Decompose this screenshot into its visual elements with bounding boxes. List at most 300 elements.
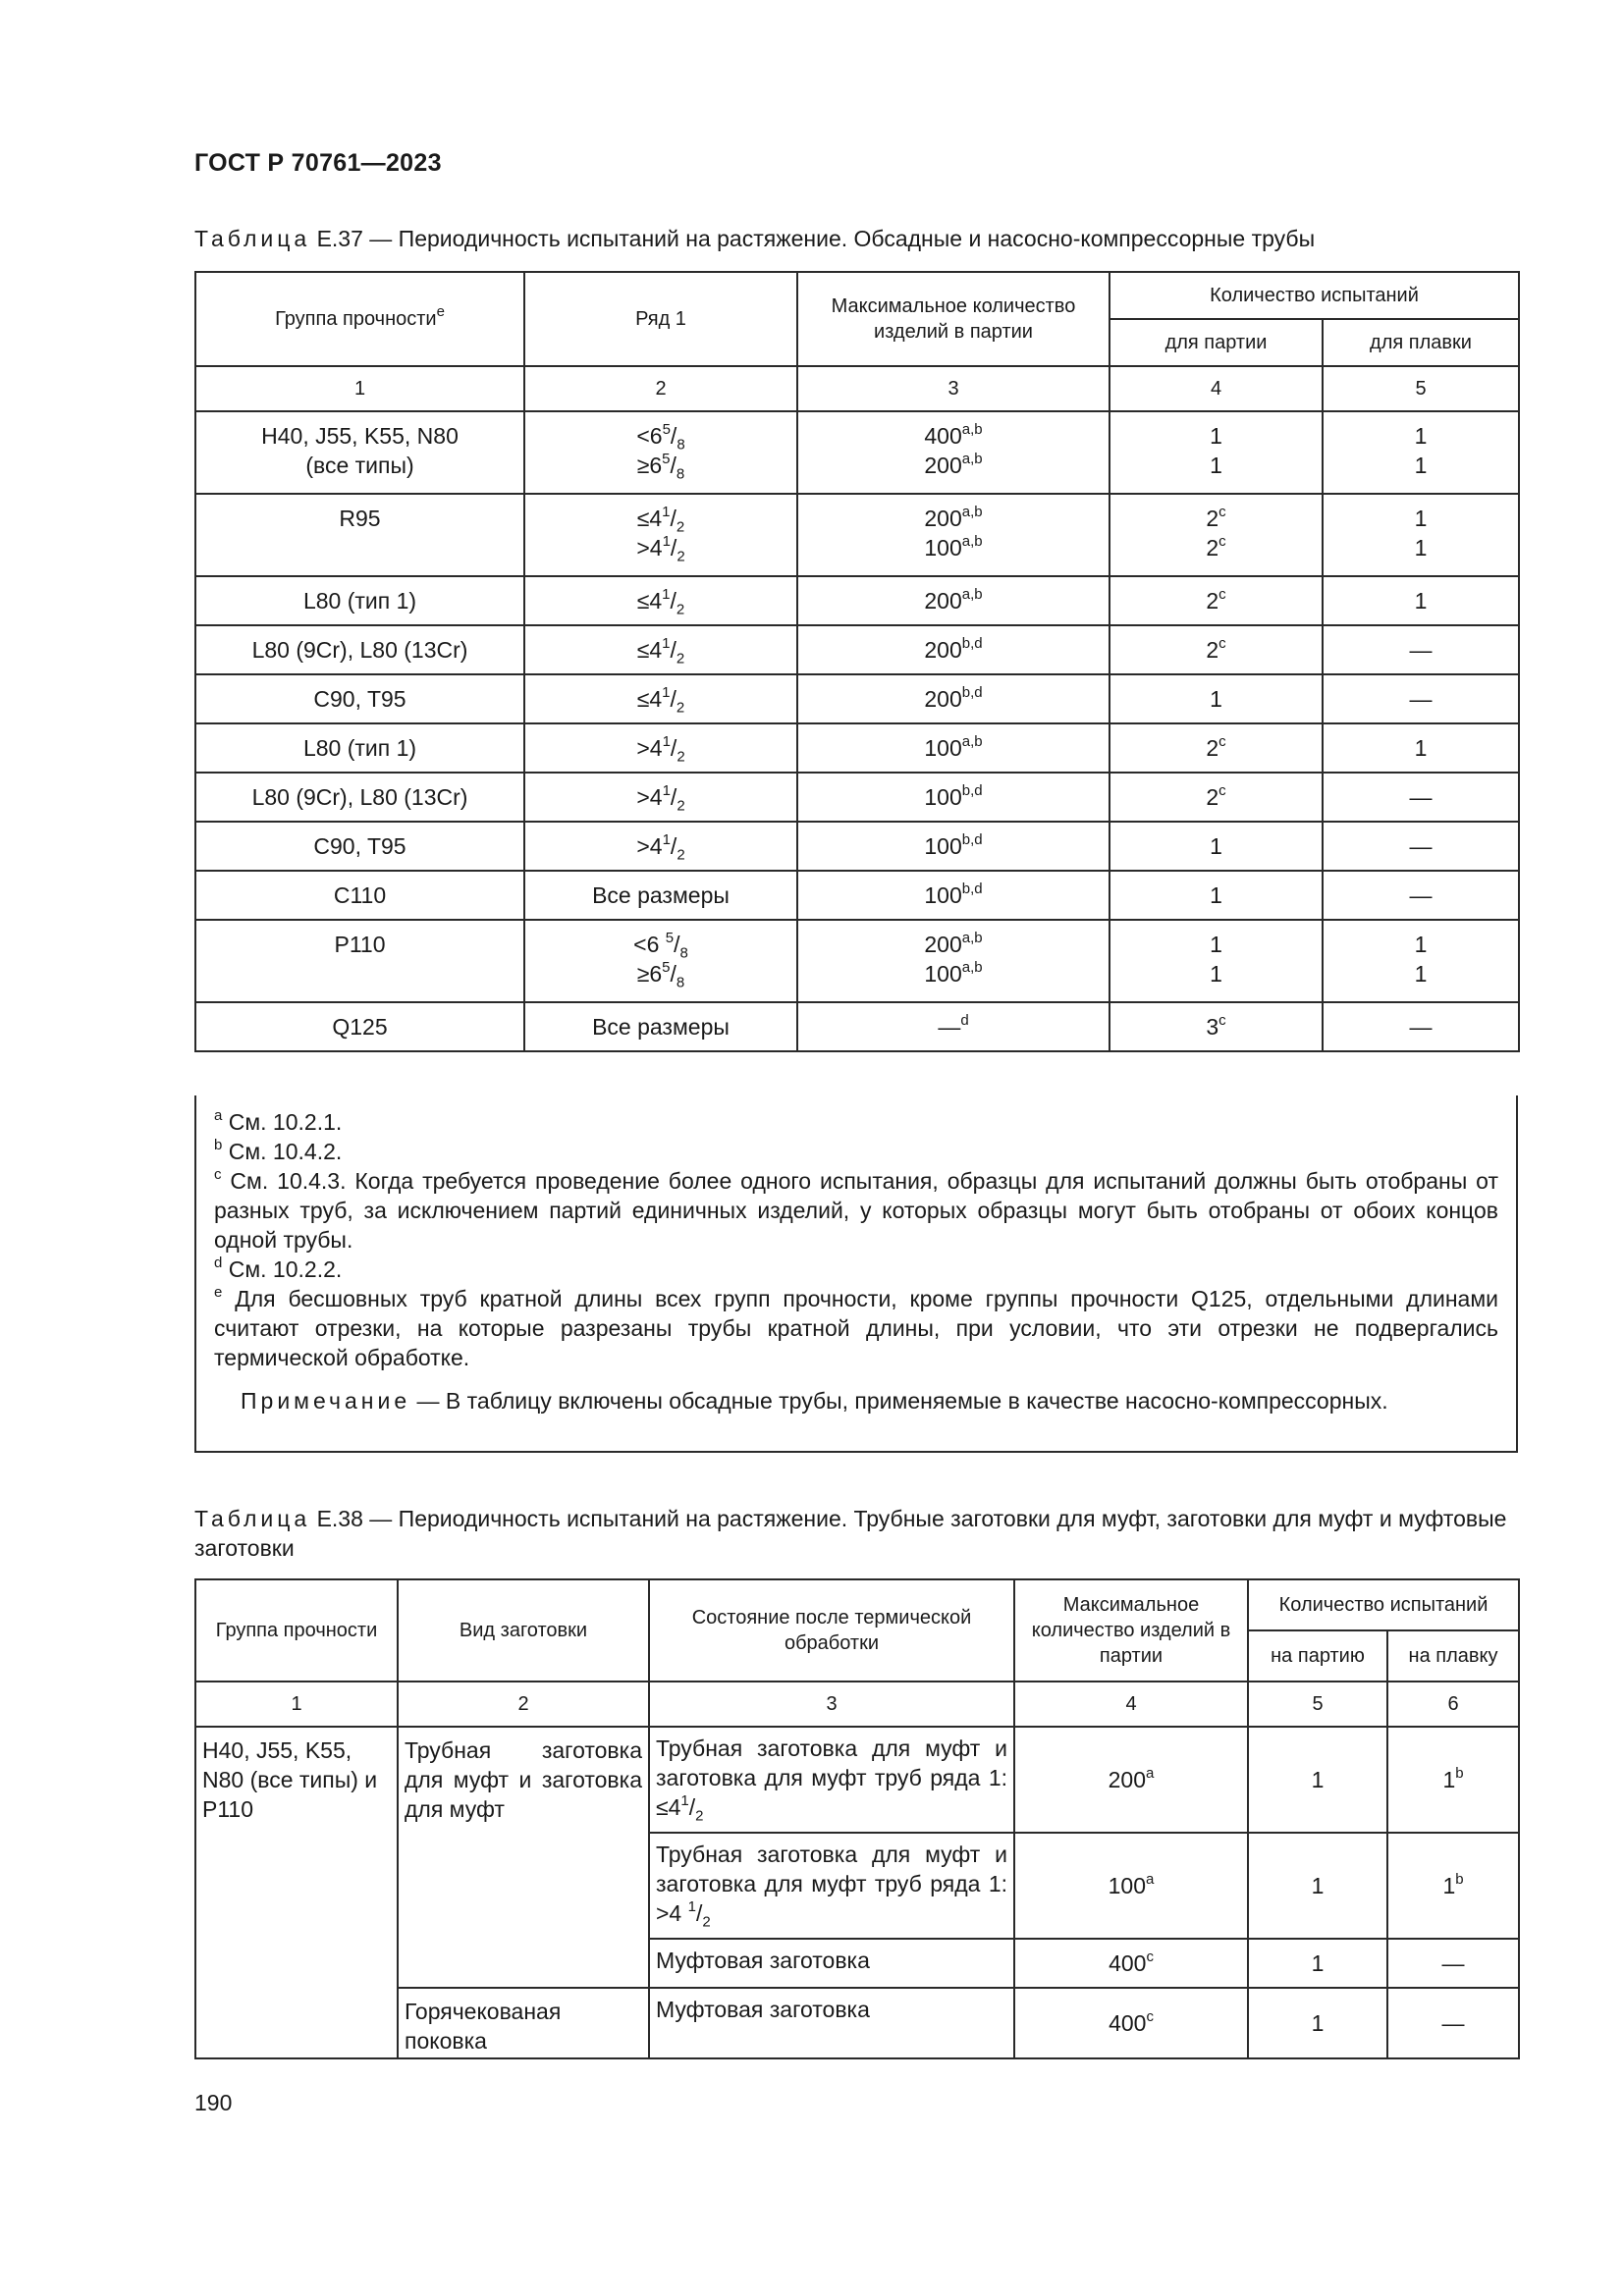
table-row — [195, 1002, 1519, 1051]
cell-line — [531, 881, 790, 910]
cell-group — [195, 723, 524, 773]
cell-text: C90, T95 — [313, 686, 406, 712]
caption-word: Таблица — [194, 1506, 311, 1531]
cell-max-qty — [797, 576, 1110, 625]
cell-per-heat — [1323, 822, 1519, 871]
footnote-ref: c — [1218, 586, 1226, 604]
fraction-denominator: 8 — [679, 944, 688, 962]
footnote-ref: b,d — [961, 831, 983, 849]
column-number: 4 — [1014, 1682, 1248, 1727]
cell-line — [1116, 1012, 1316, 1041]
cell-line — [202, 831, 517, 861]
fraction-slash: / — [670, 453, 677, 478]
footnote-mark: е — [214, 1284, 223, 1302]
header-group: Группа прочности$^е$ — [195, 272, 524, 366]
cell-group — [195, 822, 524, 871]
cell-per-batch — [1110, 625, 1323, 674]
cell-max-qty — [797, 494, 1110, 576]
page-number: 190 — [194, 2090, 233, 2115]
cell-line — [804, 930, 1103, 959]
footnote-mark: c — [214, 1166, 222, 1184]
fraction-slash: / — [670, 784, 677, 810]
cell-text: C110 — [333, 882, 387, 908]
footnote-mark: d — [214, 1255, 223, 1272]
footnote-ref: d — [960, 1012, 969, 1030]
cell-per-heat — [1323, 871, 1519, 920]
cell-per-heat — [1323, 625, 1519, 674]
state-text: Муфтовая заготовка — [656, 1948, 870, 1973]
header-max-qty: Максимальное количество изделий в партии — [797, 272, 1110, 366]
cell-line — [1116, 959, 1316, 988]
cell-max-qty — [797, 871, 1110, 920]
qty-value: 400 — [1109, 1950, 1147, 1976]
cell-line — [1116, 586, 1316, 615]
fraction-numerator: 1 — [662, 586, 671, 604]
cell-line — [531, 533, 790, 565]
cell-size — [524, 920, 797, 1002]
cell-text: <6 — [636, 423, 663, 449]
cell-text: L80 (9Cr), L80 (13Cr) — [251, 637, 468, 663]
cell-text: Все размеры — [592, 1014, 730, 1040]
cell-text: ≤4 — [636, 588, 663, 614]
footnote-ref: c — [1218, 782, 1226, 800]
table-38-caption — [194, 1504, 1516, 1563]
cell-line — [1329, 1012, 1512, 1041]
cell-line — [1329, 959, 1512, 988]
cell-per-heat — [1387, 1988, 1519, 2058]
cell-max-qty — [797, 723, 1110, 773]
cell-line — [531, 684, 790, 717]
fraction-denominator: 2 — [676, 601, 685, 618]
cell-per-heat — [1387, 1939, 1519, 1988]
cell-text: ≤4 — [636, 637, 663, 663]
fraction-numerator: 1 — [662, 831, 671, 849]
cell-size — [524, 822, 797, 871]
cell-per-heat — [1323, 1002, 1519, 1051]
fraction-denominator: 2 — [677, 548, 685, 565]
cell-max-qty — [1014, 1833, 1248, 1939]
fraction-numerator: 5 — [665, 930, 675, 947]
cell-size — [524, 625, 797, 674]
cell-per-batch: 1 — [1248, 1939, 1387, 1988]
caption-text: Е.38 — Периодичность испытаний на растяжение. Трубные заготовки для муфт, заготовки для муфт и муфтовые заготовки — [194, 1506, 1507, 1561]
cell-text: 2 — [1206, 588, 1219, 614]
footnote-ref: b,d — [961, 782, 983, 800]
cell-text: 2 — [1206, 506, 1219, 531]
fraction-numerator: 1 — [687, 1898, 696, 1916]
cell-max-qty — [1014, 1988, 1248, 2058]
table-38 — [194, 1578, 1520, 2059]
column-number: 2 — [524, 366, 797, 411]
cell-line — [804, 421, 1103, 451]
cell-max-qty — [1014, 1939, 1248, 1988]
cell-line — [531, 1012, 790, 1041]
cell-text: 2 — [1206, 535, 1219, 561]
footnote-ref: a,b — [961, 733, 983, 751]
fraction-slash: / — [670, 506, 677, 531]
cell-group — [195, 576, 524, 625]
cell-state — [649, 1727, 1014, 1833]
cell-text: R95 — [339, 506, 381, 531]
cell-text: 1 — [1210, 932, 1222, 957]
cell-text: (все типы) — [305, 453, 414, 478]
header-group: Группа прочности — [195, 1579, 398, 1682]
fraction-slash: / — [670, 686, 677, 712]
header-tests: Количество испытаний — [1248, 1579, 1519, 1630]
table-37-footnotes — [194, 1095, 1518, 1453]
cell-size — [524, 674, 797, 723]
cell-text: P110 — [334, 932, 386, 957]
cell-size — [524, 494, 797, 576]
cell-text: >4 — [636, 535, 663, 561]
cell-line — [1116, 533, 1316, 562]
cell-per-batch — [1110, 871, 1323, 920]
cell-text: ≤4 — [636, 686, 663, 712]
fraction-denominator: 2 — [676, 518, 685, 536]
cell-text: 100 — [924, 833, 962, 859]
cell-text: 200 — [924, 453, 962, 478]
header-per-heat: для плавки — [1323, 319, 1519, 366]
cell-text: >4 — [636, 784, 663, 810]
cell-text: 200 — [924, 637, 962, 663]
cell-per-heat — [1387, 1727, 1519, 1833]
cell-line — [1329, 635, 1512, 665]
header-per-batch: для партии — [1110, 319, 1323, 366]
qty-value: 400 — [1109, 2010, 1147, 2036]
table-note — [214, 1386, 1498, 1415]
cell-per-batch — [1110, 723, 1323, 773]
cell-per-batch — [1110, 494, 1323, 576]
cell-line — [202, 451, 517, 480]
footnote-mark: b — [214, 1137, 223, 1154]
footnote-mark: a — [214, 1107, 223, 1125]
cell-line — [1116, 684, 1316, 714]
footnote-ref: a,b — [961, 930, 983, 947]
cell-text: 2 — [1206, 637, 1219, 663]
footnote-ref: c — [1218, 733, 1226, 751]
table-row — [195, 920, 1519, 1002]
fraction-slash: / — [670, 423, 677, 449]
cell-line — [1329, 831, 1512, 861]
column-number: 3 — [649, 1682, 1014, 1727]
cell-text: L80 (тип 1) — [302, 588, 417, 614]
cell-line — [202, 684, 517, 714]
fraction-numerator: 1 — [662, 504, 671, 521]
cell-line — [804, 1012, 1103, 1041]
cell-per-batch — [1110, 773, 1323, 822]
cell-line — [1116, 451, 1316, 480]
table-row — [195, 773, 1519, 822]
cell-size — [524, 576, 797, 625]
cell-line — [1329, 782, 1512, 812]
cell-text: — — [1409, 686, 1433, 712]
cell-line — [804, 684, 1103, 714]
cell-line — [1329, 586, 1512, 615]
cell-per-heat — [1323, 411, 1519, 494]
cell-text: 100 — [924, 784, 962, 810]
table-row — [195, 625, 1519, 674]
cell-max-qty — [797, 625, 1110, 674]
cell-text: 1 — [1414, 588, 1428, 614]
cell-line — [1116, 733, 1316, 763]
cell-text: ≥6 — [636, 961, 663, 987]
cell-group — [195, 494, 524, 576]
cell-line — [1329, 421, 1512, 451]
cell-line — [531, 586, 790, 618]
caption-text: Е.37 — Периодичность испытаний на растяжение. Обсадные и насосно-компрессорные трубы — [310, 226, 1316, 251]
state-text: Трубная заготовка для муфт и заготовка для муфт труб ряда 1: >4 — [656, 1842, 1007, 1926]
cell-line — [804, 782, 1103, 812]
column-number: 6 — [1387, 1682, 1519, 1727]
cell-per-heat — [1387, 1833, 1519, 1939]
footnote-ref: c — [1218, 635, 1226, 653]
cell-text: 1 — [1210, 686, 1222, 712]
cell-text: 100 — [924, 735, 962, 761]
footnote-ref: a — [1146, 1871, 1155, 1889]
footnote-ref: b — [1455, 1765, 1464, 1783]
footnote-ref: a,b — [961, 586, 983, 604]
note-text: — В таблицу включены обсадные трубы, применяемые в качестве насосно-компрессорных. — [410, 1388, 1388, 1414]
cell-text: 2 — [1206, 735, 1219, 761]
cell-state — [649, 1988, 1014, 2058]
cell-group — [195, 773, 524, 822]
footnote-ref: a,b — [961, 451, 983, 468]
cell-max-qty — [1014, 1727, 1248, 1833]
cell-per-heat — [1323, 494, 1519, 576]
cell-line — [531, 421, 790, 454]
cell-group — [195, 674, 524, 723]
cell-line — [202, 1012, 517, 1041]
cell-line — [202, 930, 517, 959]
cell-line — [804, 504, 1103, 533]
fraction-slash: / — [670, 637, 677, 663]
cell-text: L80 (тип 1) — [302, 735, 417, 761]
cell-group — [195, 625, 524, 674]
qty-value: 200 — [1108, 1767, 1147, 1792]
fraction-denominator: 8 — [676, 465, 685, 483]
note-word: Примечание — [241, 1388, 411, 1414]
cell-text: 1 — [1414, 735, 1428, 761]
cell-line — [531, 451, 790, 483]
cell-text: <6 — [633, 932, 666, 957]
table-row — [195, 674, 1519, 723]
table-row — [195, 723, 1519, 773]
cell-text: ≤4 — [636, 506, 663, 531]
cell-text: 1 — [1210, 423, 1222, 449]
cell-text: — — [1409, 1014, 1433, 1040]
table-row — [195, 822, 1519, 871]
cell-text: — — [1409, 833, 1433, 859]
cell-text: — — [1409, 784, 1433, 810]
fraction-numerator: 1 — [680, 1792, 689, 1810]
footnote-ref: a,b — [961, 421, 983, 439]
fraction-slash: / — [688, 1794, 696, 1820]
cell-size — [524, 1002, 797, 1051]
cell-line — [1329, 733, 1512, 763]
heat-value: — — [1441, 1950, 1465, 1976]
cell-line — [804, 586, 1103, 615]
cell-line — [531, 504, 790, 536]
cell-line — [1116, 782, 1316, 812]
column-number: 5 — [1323, 366, 1519, 411]
cell-per-batch: 1 — [1248, 1833, 1387, 1939]
cell-per-batch — [1110, 576, 1323, 625]
fraction-denominator: 2 — [676, 699, 685, 717]
cell-max-qty — [797, 773, 1110, 822]
cell-line — [804, 451, 1103, 480]
cell-text: 200 — [924, 588, 962, 614]
cell-text: Все размеры — [592, 882, 730, 908]
header-per-batch: на партию — [1248, 1630, 1387, 1682]
fraction-numerator: 5 — [662, 421, 671, 439]
cell-text: 1 — [1210, 833, 1222, 859]
cell-line — [1329, 533, 1512, 562]
header-state: Состояние после термической обработки — [649, 1579, 1014, 1682]
fraction-denominator: 2 — [677, 797, 685, 815]
footnote-ref: c — [1218, 533, 1226, 551]
cell-text: — — [938, 1014, 961, 1040]
cell-text: — — [1409, 882, 1433, 908]
cell-text: ≥6 — [636, 453, 663, 478]
cell-text: 2 — [1206, 784, 1219, 810]
cell-text: >4 — [636, 735, 663, 761]
state-text: Трубная заготовка для муфт и заготовка для муфт труб ряда 1: ≤4 — [656, 1735, 1007, 1820]
cell-line — [1116, 504, 1316, 533]
cell-per-heat — [1323, 674, 1519, 723]
cell-size — [524, 871, 797, 920]
footnote-ref: c — [1218, 504, 1226, 521]
cell-line — [531, 831, 790, 864]
fraction-numerator: 1 — [662, 782, 671, 800]
column-number: 5 — [1248, 1682, 1387, 1727]
cell-text: 100 — [924, 961, 962, 987]
cell-line — [202, 421, 517, 451]
cell-line — [804, 881, 1103, 910]
cell-kind: Трубная заготовка для муфт и заготовка для муфт — [398, 1727, 649, 1988]
fraction-slash: / — [670, 535, 677, 561]
cell-line — [531, 930, 790, 962]
header-per-heat: на плавку — [1387, 1630, 1519, 1682]
cell-line — [1329, 684, 1512, 714]
caption-word: Таблица — [194, 226, 311, 251]
cell-text: — — [1409, 637, 1433, 663]
footnote — [214, 1255, 1498, 1284]
cell-per-batch — [1110, 674, 1323, 723]
standard-designation: ГОСТ Р 70761—2023 — [194, 149, 442, 177]
cell-text: 1 — [1414, 961, 1428, 987]
cell-line — [1329, 451, 1512, 480]
cell-text: 200 — [924, 686, 962, 712]
column-number: 1 — [195, 366, 524, 411]
footnote-ref: c — [1146, 2008, 1154, 2026]
footnote — [214, 1107, 1498, 1137]
cell-per-heat — [1323, 576, 1519, 625]
cell-line — [202, 504, 517, 533]
cell-text: 1 — [1210, 453, 1222, 478]
cell-line — [202, 635, 517, 665]
cell-line — [1329, 881, 1512, 910]
table-row — [195, 494, 1519, 576]
cell-text: C90, T95 — [313, 833, 406, 859]
fraction-denominator: 2 — [676, 650, 685, 667]
footnote — [214, 1166, 1498, 1255]
fraction-denominator: 8 — [676, 974, 685, 991]
cell-line — [1116, 635, 1316, 665]
fraction-numerator: 1 — [662, 533, 671, 551]
fraction-numerator: 1 — [662, 684, 671, 702]
cell-max-qty — [797, 674, 1110, 723]
cell-per-batch — [1110, 920, 1323, 1002]
footnote-ref: b,d — [961, 684, 983, 702]
cell-line — [531, 635, 790, 665]
cell-text: 200 — [924, 506, 962, 531]
fraction-denominator: 2 — [677, 846, 685, 864]
fraction-numerator: 1 — [662, 635, 671, 653]
footnote-ref: a,b — [961, 533, 983, 551]
cell-max-qty — [797, 1002, 1110, 1051]
fraction-denominator: 2 — [695, 1807, 704, 1825]
cell-group — [195, 871, 524, 920]
fraction-denominator: 2 — [702, 1913, 711, 1931]
cell-line — [804, 831, 1103, 861]
cell-group — [195, 920, 524, 1002]
cell-text: 100 — [924, 882, 962, 908]
qty-value: 100 — [1108, 1873, 1147, 1898]
cell-line — [1329, 504, 1512, 533]
cell-line — [1116, 421, 1316, 451]
cell-per-batch: 1 — [1248, 1727, 1387, 1833]
cell-line — [1116, 831, 1316, 861]
cell-line — [1116, 881, 1316, 910]
footnote-text: См. 10.2.2. — [228, 1256, 343, 1282]
header-max-qty: Максимальное количество изделий в партии — [1014, 1579, 1248, 1682]
cell-text: 400 — [924, 423, 962, 449]
cell-per-heat — [1323, 920, 1519, 1002]
cell-per-batch: 1 — [1248, 1988, 1387, 2058]
footnote — [214, 1137, 1498, 1166]
cell-text: 100 — [924, 535, 962, 561]
cell-line — [804, 533, 1103, 562]
cell-text: L80 (9Cr), L80 (13Cr) — [251, 784, 468, 810]
footnote-text: См. 10.4.2. — [228, 1139, 343, 1164]
footnote-ref: c — [1218, 1012, 1226, 1030]
table-row — [195, 871, 1519, 920]
header-tests: Количество испытаний — [1110, 272, 1519, 319]
fraction-denominator: 8 — [677, 436, 685, 454]
header-row1: Ряд 1 — [524, 272, 797, 366]
fraction-numerator: 5 — [662, 451, 671, 468]
cell-line — [202, 782, 517, 812]
cell-group: Н40, J55, K55, N80 (все типы) и Р110 — [195, 1727, 398, 2058]
cell-max-qty — [797, 920, 1110, 1002]
cell-line — [1116, 930, 1316, 959]
cell-line — [531, 782, 790, 815]
cell-text: 1 — [1414, 506, 1428, 531]
cell-line — [202, 881, 517, 910]
column-number: 1 — [195, 1682, 398, 1727]
cell-state — [649, 1939, 1014, 1988]
footnote-ref: b,d — [961, 881, 983, 898]
cell-state — [649, 1833, 1014, 1939]
cell-line — [531, 959, 790, 991]
cell-line — [804, 959, 1103, 988]
table-row — [195, 411, 1519, 494]
cell-text: 1 — [1210, 882, 1222, 908]
cell-text: Q125 — [332, 1014, 388, 1040]
footnote — [214, 1284, 1498, 1372]
cell-kind: Горячекованая поковка — [398, 1988, 649, 2058]
footnote-ref: b — [1455, 1871, 1464, 1889]
